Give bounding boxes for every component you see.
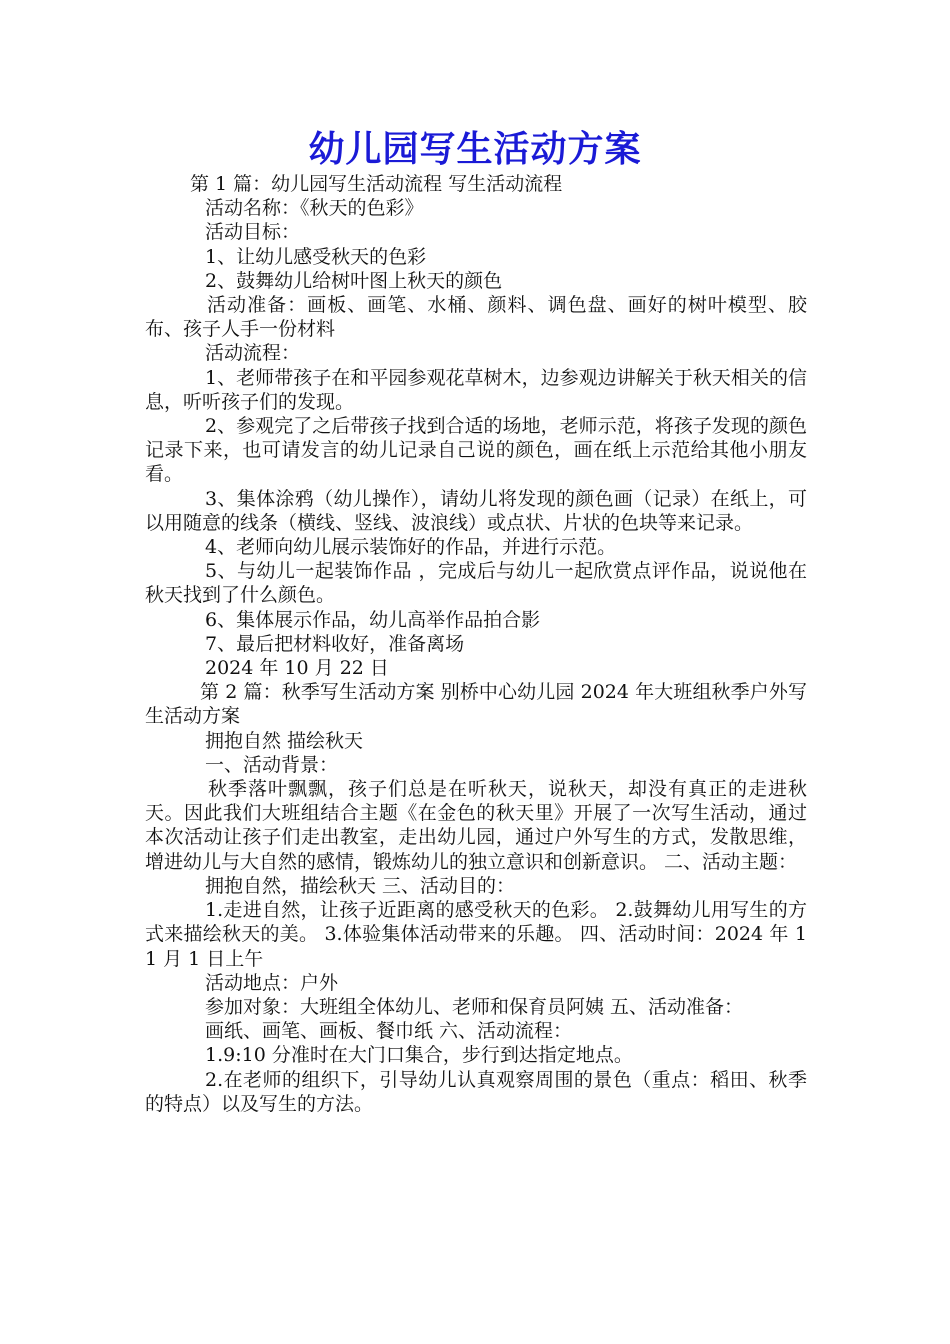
- paragraph: 3、集体涂鸦（幼儿操作），请幼儿将发现的颜色画（记录）在纸上，可以用随意的线条（横线、竖线、波浪线）或点状、片状的色块等来记录。: [145, 487, 807, 534]
- document-title: 幼儿园写生活动方案: [308, 129, 642, 170]
- paragraph: 2024 年 10 月 22 日: [205, 657, 389, 680]
- paragraph: 活动目标：: [205, 221, 301, 244]
- paragraph: 7、最后把材料收好，准备离场: [205, 632, 465, 655]
- paragraph: 活动流程：: [205, 342, 301, 365]
- paragraph: 画纸、画笔、画板、餐巾纸 六、活动流程：: [205, 1020, 573, 1043]
- paragraph: 6、集体展示作品，幼儿高举作品拍合影: [205, 608, 541, 631]
- paragraph: 5、与幼儿一起装饰作品 ，完成后与幼儿一起欣赏点评作品，说说他在秋天找到了什么颜色。: [145, 560, 807, 607]
- paragraph: 第 2 篇：秋季写生活动方案 别桥中心幼儿园 2024 年大班组秋季户外写生活动方案: [145, 681, 807, 728]
- paragraph: 活动地点：户外: [205, 971, 339, 994]
- paragraph: 拥抱自然 描绘秋天: [205, 729, 364, 752]
- paragraph: 参加对象：大班组全体幼儿、老师和保育员阿姨 五、活动准备：: [205, 995, 744, 1018]
- paragraph: 活动名称：《秋天的色彩》: [205, 197, 424, 220]
- paragraph: 2.在老师的组织下，引导幼儿认真观察周围的景色（重点：稻田、秋季的特点）以及写生的方法。: [145, 1068, 807, 1115]
- paragraph: 1.走进自然，让孩子近距离的感受秋天的色彩。 2.鼓舞幼儿用写生的方式来描绘秋天的美。 3.体验集体活动带来的乐趣。 四、活动时间：2024 年 11 月 1 日上午: [145, 899, 807, 970]
- paragraph: 秋季落叶飘飘，孩子们总是在听秋天，说秋天，却没有真正的走进秋天。因此我们大班组结合主题《在金色的秋天里》开展了一次写生活动，通过本次活动让孩子们走出教室，走出幼儿园，通过户外写生的方式，发散思维，增进幼儿与大自然的感情，锻炼幼儿的独立意识和创新意识。 二、活动主题：: [145, 778, 807, 873]
- paragraph: 活动准备：画板、画笔、水桶、颜料、调色盘、画好的树叶模型、胶布、孩子人手一份材料: [145, 294, 807, 341]
- paragraph: 第 1 篇：幼儿园写生活动流程 写生活动流程: [190, 173, 563, 195]
- paragraph: 拥抱自然，描绘秋天 三、活动目的：: [205, 874, 516, 897]
- paragraph: 1、老师带孩子在和平园参观花草树木，边参观边讲解关于秋天相关的信息，听听孩子们的发现。: [145, 366, 807, 413]
- paragraph: 2、参观完了之后带孩子找到合适的场地，老师示范，将孩子发现的颜色记录下来，也可请发言的幼儿记录自己说的颜色，画在纸上示范给其他小朋友看。: [145, 415, 807, 486]
- paragraph: 一、活动背景：: [205, 753, 339, 776]
- document-body: [145, 172, 807, 1116]
- paragraph: 1、让幼儿感受秋天的色彩: [205, 245, 427, 268]
- paragraph: 2、鼓舞幼儿给树叶图上秋天的颜色: [205, 269, 503, 292]
- paragraph: 4、老师向幼儿展示装饰好的作品，并进行示范。: [205, 536, 617, 559]
- paragraph: 1.9:10 分准时在大门口集合，步行到达指定地点。: [205, 1044, 633, 1067]
